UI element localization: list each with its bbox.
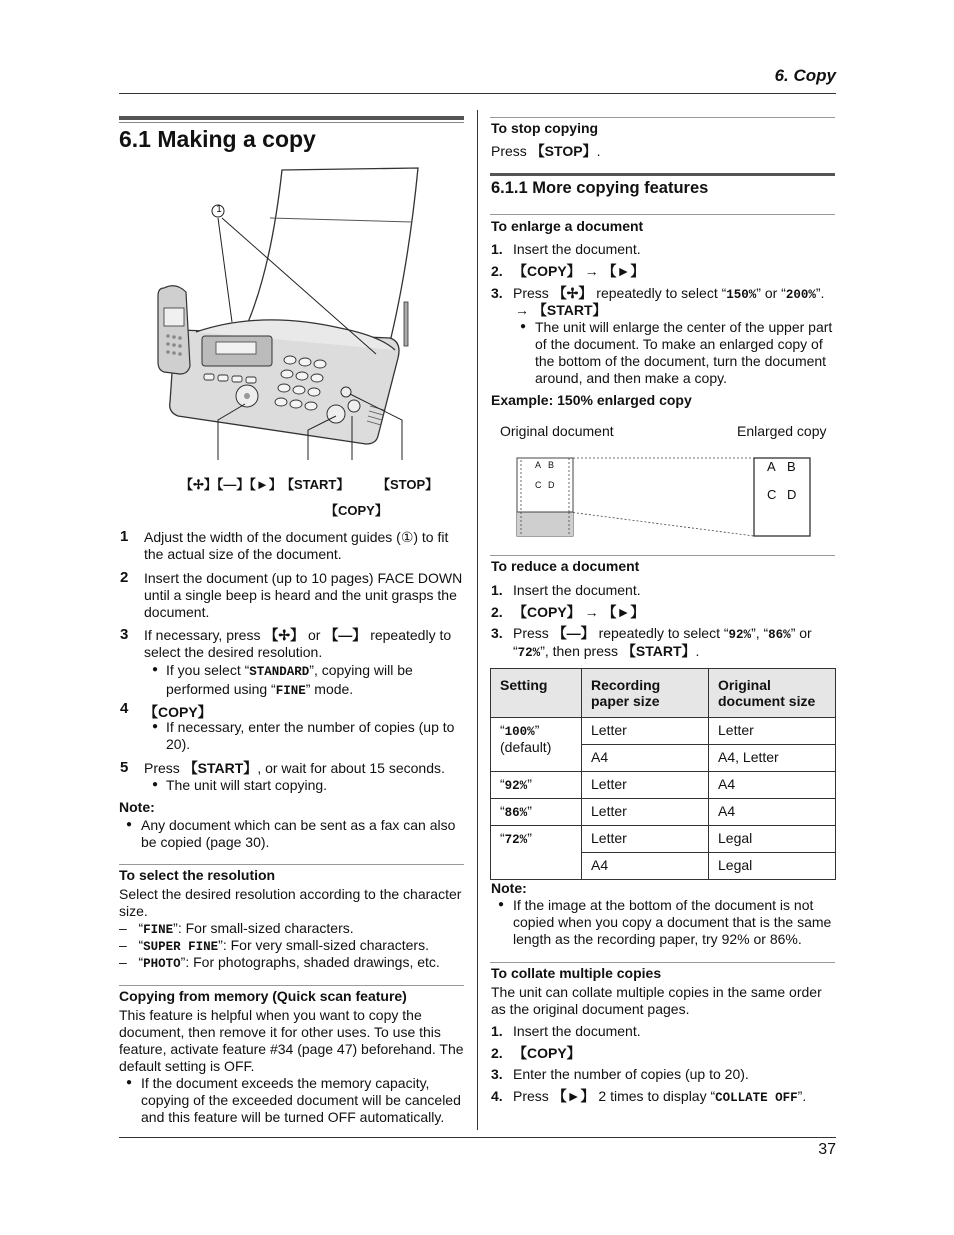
section-rule [490, 962, 835, 963]
resolution-item: – “SUPER FINE”: For very small-sized characters. [119, 937, 429, 954]
table-cell: Letter [582, 799, 709, 826]
bullet-icon: ● [126, 819, 133, 830]
bullet-text: If you select “STANDARD”, copying will be performed using “FINE” mode. [166, 662, 413, 698]
step-key: 【COPY】 [144, 704, 212, 720]
section-rule [490, 117, 835, 118]
title-rule-thin [119, 122, 464, 123]
bullet-icon: ● [152, 721, 159, 732]
table-header: Setting [491, 669, 582, 718]
list-number: 4. [491, 1088, 503, 1104]
collate-heading: To collate multiple copies [491, 965, 662, 981]
note-text: If the image at the bottom of the document is not copied when you copy a document that is the same length as the recording paper, try 92% or 86%. [513, 897, 832, 947]
list-number: 3. [491, 1066, 503, 1082]
table-cell: A4 [709, 772, 836, 799]
collate-intro: The unit can collate multiple copies in the same order as the original document pages. [491, 984, 822, 1017]
section-rule [119, 985, 464, 986]
example-heading: Example: 150% enlarged copy [491, 392, 692, 408]
big-letter: D [787, 487, 797, 502]
original-document-label: Original document [500, 423, 614, 439]
table-header: Original document size [709, 669, 836, 718]
table-header-row [491, 669, 836, 718]
column-divider [477, 110, 478, 1130]
big-letter: B [787, 459, 796, 474]
step-number: 3 [120, 626, 129, 643]
table-row [491, 718, 836, 745]
list-number: 3. [491, 625, 503, 641]
list-number: 2. [491, 604, 503, 620]
page-number: 37 [818, 1141, 836, 1158]
table-cell: “92%” [491, 772, 582, 799]
step-text: If necessary, press 【✢】 or 【—】 repeatedly to select the desired resolution. [144, 627, 452, 660]
label-stop: 【STOP】 [377, 477, 439, 492]
reduce-step-3: Press 【—】 repeatedly to select “92%”, “86%” or [513, 625, 812, 642]
enlarge-step-3-start: → 【START】 [515, 302, 607, 318]
list-number: 2. [491, 1045, 503, 1061]
resolution-intro: Select the desired resolution according to the character size. [119, 886, 462, 919]
collate-step-2: 【COPY】 [513, 1045, 581, 1061]
table-cell: Letter [709, 718, 836, 745]
table-cell: “100%” (default) [491, 718, 582, 772]
collate-step-3: Enter the number of copies (up to 20). [513, 1066, 749, 1082]
table-cell: A4 [709, 799, 836, 826]
enlarged-copy-label: Enlarged copy [737, 423, 827, 439]
label-start: 【START】 [281, 477, 350, 492]
bullet-text: The unit will start copying. [166, 777, 328, 793]
table-cell: Legal [709, 826, 836, 853]
table-cell: Letter [582, 772, 709, 799]
subsection-title: 6.1.1 More copying features [491, 179, 709, 197]
copy-button-shape [348, 400, 360, 412]
enlarge-bullet: The unit will enlarge the center of the upper part of the document. To make an enlarged copy of the bottom of the document, turn the document around, and then make a copy. [535, 319, 833, 386]
reduction-table [490, 668, 836, 880]
list-number: 1. [491, 582, 503, 598]
stop-button-shape [341, 387, 351, 397]
bullet-text: If necessary, enter the number of copies (up to 20). [166, 719, 455, 752]
label-copy: 【COPY】 [325, 503, 388, 518]
resolution-item: – “PHOTO”: For photographs, shaded drawings, etc. [119, 954, 440, 971]
step-number: 5 [120, 759, 129, 776]
list-number: 1. [491, 1023, 503, 1039]
bullet-icon: ● [126, 1077, 133, 1088]
step-text: Insert the document (up to 10 pages) FACE DOWN until a single beep is heard and the unit grasps the document. [144, 570, 463, 620]
reduce-heading: To reduce a document [491, 558, 640, 574]
section-rule [490, 214, 835, 215]
table-row [491, 772, 836, 799]
table-row [491, 799, 836, 826]
bullet-icon: ● [152, 779, 159, 790]
step-number: 2 [120, 569, 129, 586]
section-rule [119, 864, 464, 865]
enlarge-step-1: Insert the document. [513, 241, 641, 257]
bullet-icon: ● [498, 899, 505, 910]
small-letter: D [548, 480, 555, 490]
step-number: 1 [120, 528, 129, 545]
step-number: 4 [120, 700, 129, 717]
small-letter: A [535, 460, 542, 470]
reduce-step-1: Insert the document. [513, 582, 641, 598]
table-row [491, 826, 836, 853]
table-cell: “72%” [491, 826, 582, 880]
list-number: 3. [491, 285, 503, 301]
collate-step-1: Insert the document. [513, 1023, 641, 1039]
table-cell: Legal [709, 853, 836, 880]
enlarge-step-2: 【COPY】 → 【►】 [513, 263, 645, 279]
note-text: Any document which can be sent as a fax can also be copied (page 30). [141, 817, 456, 850]
handset [158, 286, 190, 374]
small-letter: C [535, 480, 542, 490]
label-nav-keys: 【✢】【—】【►】 [180, 477, 282, 492]
reduce-step-3-cont: “72%”, then press 【START】. [513, 643, 700, 660]
big-letter: A [767, 459, 776, 474]
big-letter: C [767, 487, 777, 502]
subsection-rule [490, 173, 835, 176]
chapter-header: 6. Copy [774, 66, 836, 85]
small-letter: B [548, 460, 555, 470]
enlarge-heading: To enlarge a document [491, 218, 644, 234]
collate-step-4: Press 【►】 2 times to display “COLLATE OFF”. [513, 1088, 807, 1105]
title-rule [119, 116, 464, 120]
start-button-shape [327, 405, 345, 423]
shaded-bottom [517, 512, 573, 536]
list-number: 1. [491, 241, 503, 257]
memory-bullet: If the document exceeds the memory capacity, copying of the exceeded document will be canceled and this feature will be turned OFF automatically. [141, 1075, 461, 1125]
table-cell: A4, Letter [709, 745, 836, 772]
table-cell: Letter [582, 718, 709, 745]
table-cell: Letter [582, 826, 709, 853]
bullet-icon: ● [152, 664, 159, 675]
header-rule [119, 93, 836, 94]
resolution-heading: To select the resolution [119, 867, 276, 883]
note-heading: Note: [491, 880, 527, 896]
callout-number-1: 1 [216, 204, 222, 215]
table-cell: A4 [582, 745, 709, 772]
fax-machine-illustration [140, 160, 450, 460]
reduce-step-2: 【COPY】 → 【►】 [513, 604, 645, 620]
step-text: Press 【START】, or wait for about 15 seconds. [144, 760, 445, 776]
step-text: Adjust the width of the document guides (①) to fit the actual size of the document. [144, 529, 449, 562]
resolution-item: – “FINE”: For small-sized characters. [119, 920, 354, 937]
section-title: 6.1 Making a copy [119, 126, 316, 152]
bullet-icon: ● [520, 321, 527, 332]
table-cell: A4 [582, 853, 709, 880]
table-header: Recording paper size [582, 669, 709, 718]
stop-heading: To stop copying [491, 120, 599, 136]
table-cell: “86%” [491, 799, 582, 826]
stop-text: Press 【STOP】. [491, 143, 601, 159]
footer-rule [119, 1137, 836, 1138]
list-number: 2. [491, 263, 503, 279]
enlarge-step-3: Press 【✢】 repeatedly to select “150%” or “200%”. [513, 285, 825, 302]
section-rule [490, 555, 835, 556]
memory-text: This feature is helpful when you want to copy the document, then remove it for other uses. To use this feature, activate feature #34 (page 47) beforehand. The default setting is OFF. [119, 1007, 464, 1074]
memory-heading: Copying from memory (Quick scan feature) [119, 988, 407, 1004]
note-heading: Note: [119, 799, 155, 815]
